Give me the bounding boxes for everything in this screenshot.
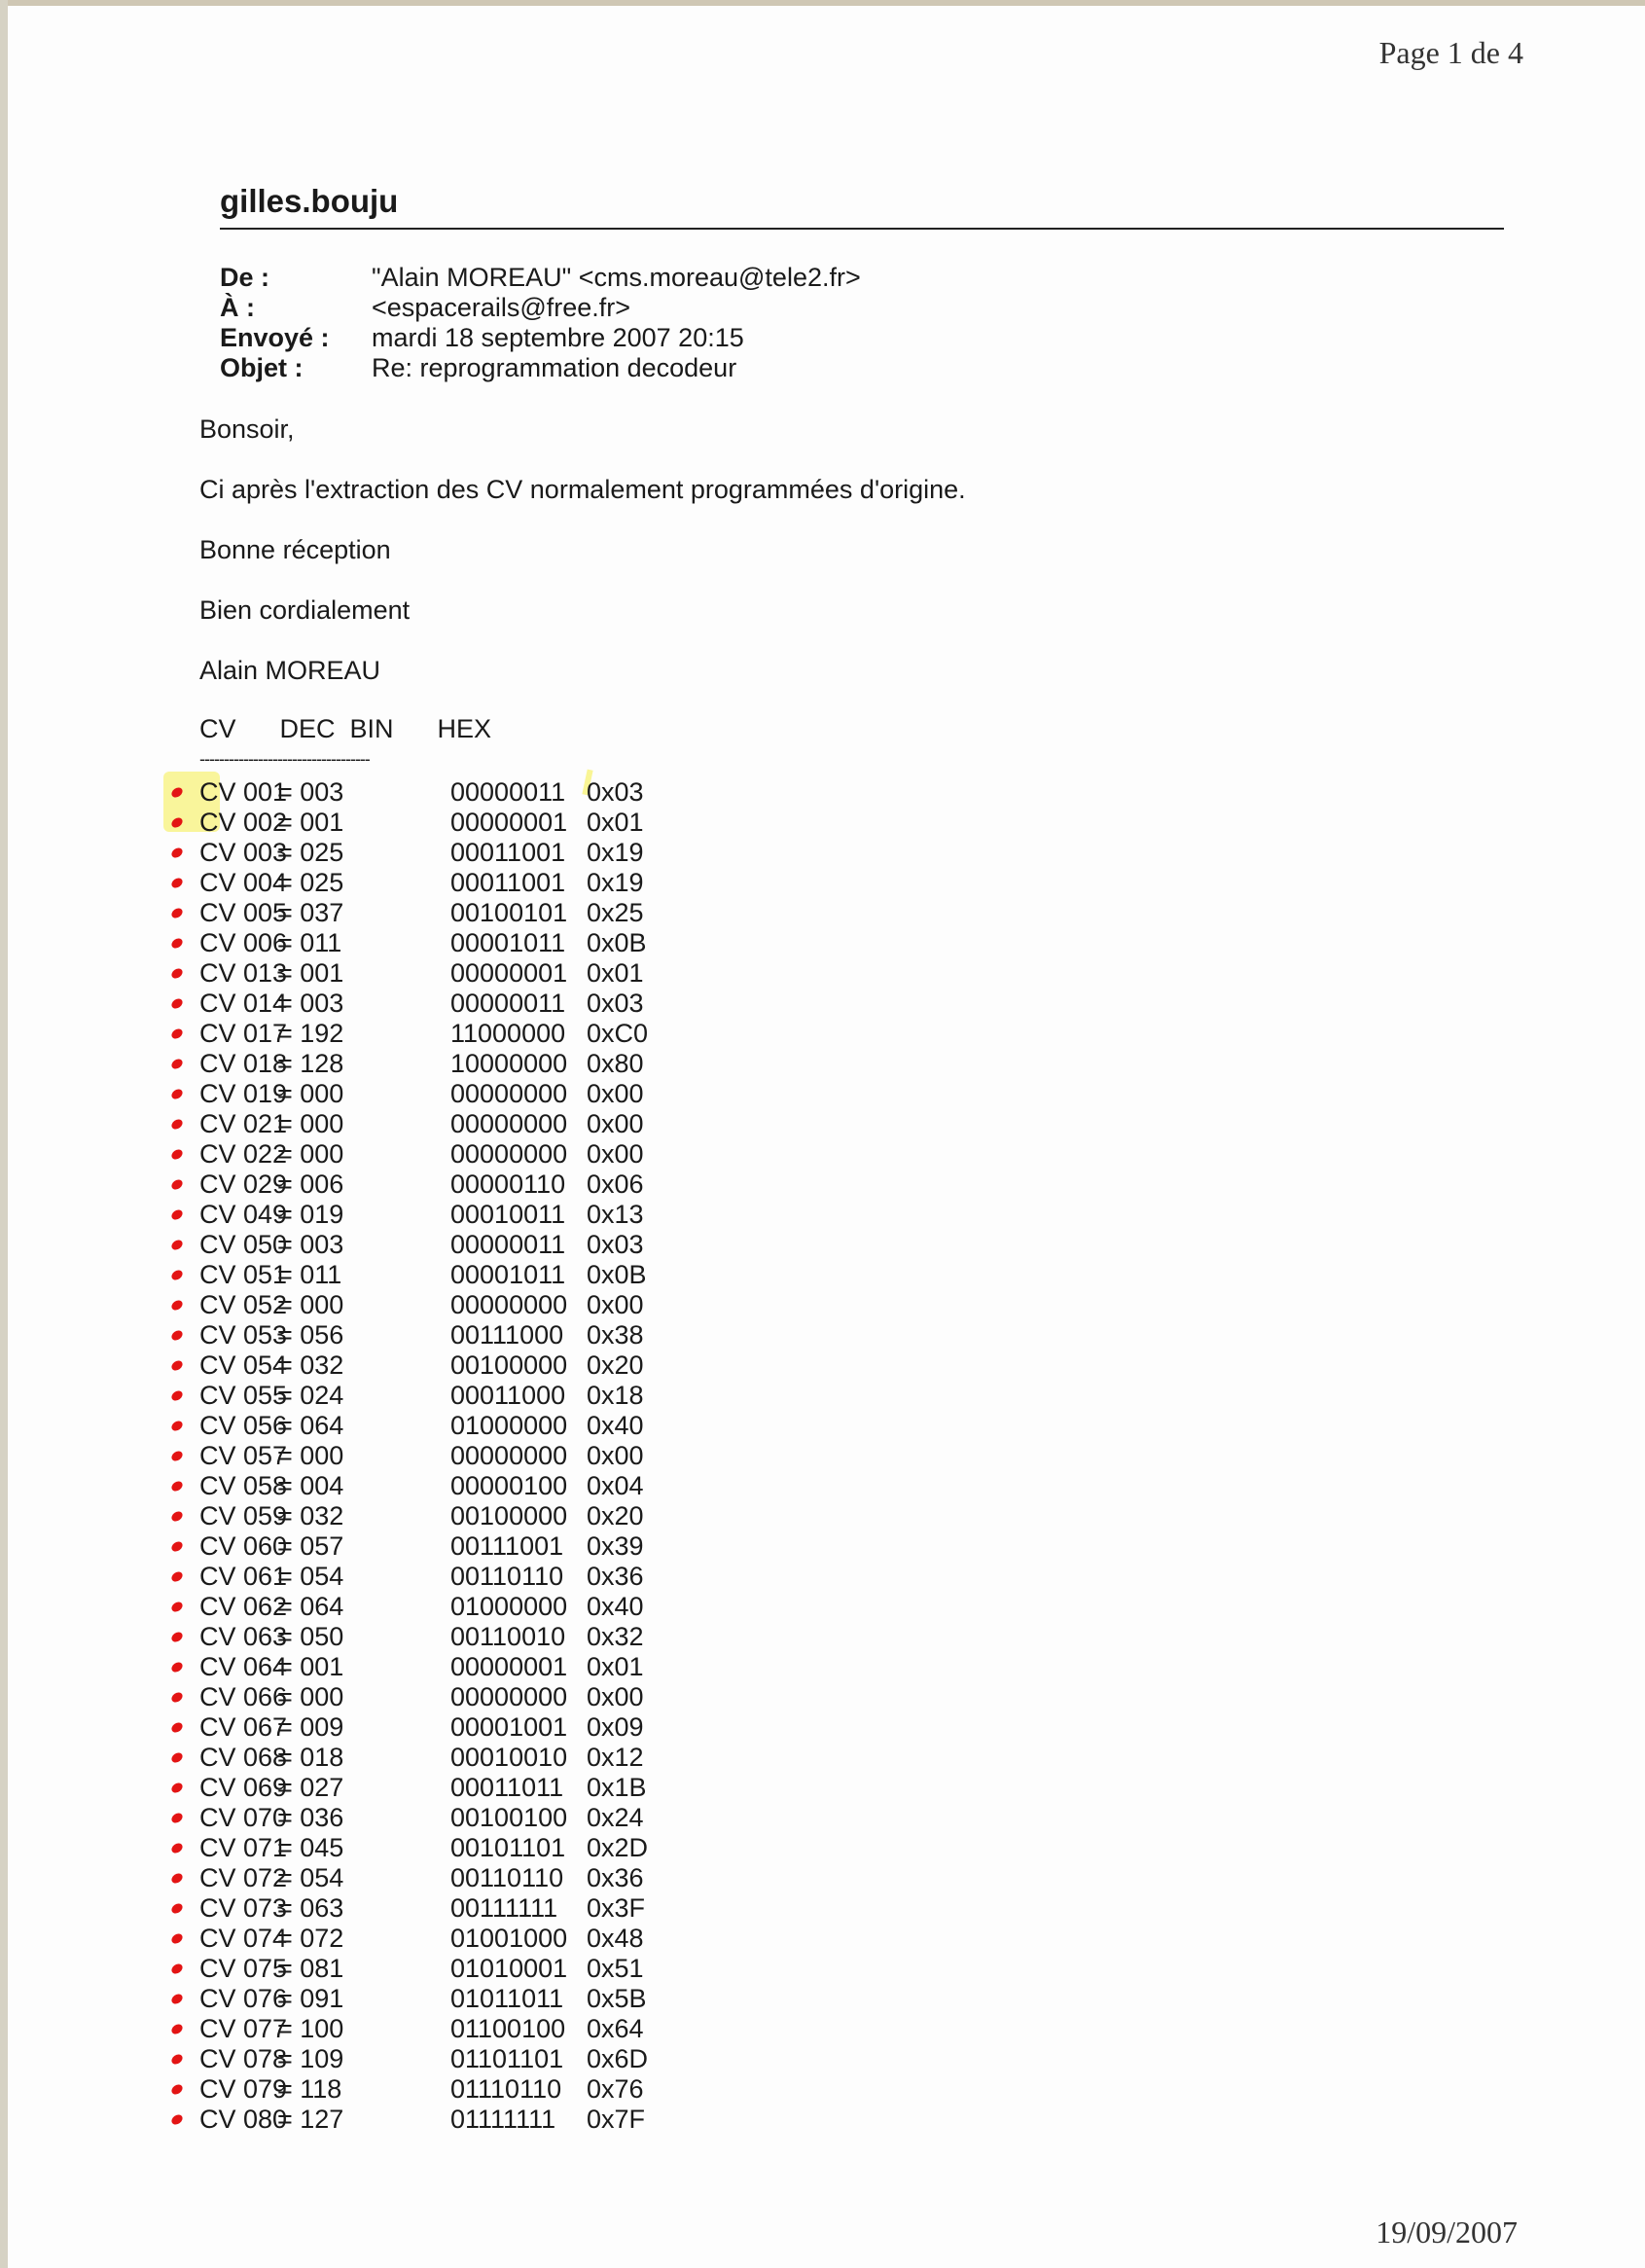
page-number: Page 1 de 4	[1378, 35, 1523, 70]
cv-name: CV 078	[199, 2044, 288, 2073]
email-headers	[220, 263, 861, 383]
table-row	[199, 898, 664, 928]
cv-name: CV 017	[199, 1019, 288, 1048]
cv-name: CV 076	[199, 1984, 288, 2013]
cv-hex: 0x03	[587, 1230, 644, 1259]
table-row	[199, 1984, 664, 2014]
cv-hex: 0x20	[587, 1350, 644, 1380]
header-to-value: <espacerails@free.fr>	[372, 293, 631, 322]
cv-table-header: CV DEC BIN HEX	[199, 714, 492, 743]
table-row	[199, 1501, 664, 1531]
cv-name: CV 057	[199, 1441, 288, 1470]
cv-dec: = 057	[277, 1531, 344, 1561]
cv-hex: 0x01	[587, 958, 644, 988]
table-row	[199, 1019, 664, 1049]
body-intro: Ci après l'extraction des CV normalement programmées d'origine.	[199, 475, 966, 504]
cv-bin: 01010001	[450, 1954, 568, 1983]
table-row	[199, 1652, 664, 1682]
cv-bin: 00000001	[450, 958, 568, 988]
cv-dec: = 000	[277, 1682, 344, 1711]
cv-dec: = 032	[277, 1501, 344, 1530]
table-row	[199, 1170, 664, 1200]
cv-bin: 00000000	[450, 1441, 568, 1470]
cv-bin: 00110110	[450, 1562, 564, 1591]
cv-bin: 01011011	[450, 1984, 564, 2013]
red-check-mark	[170, 1630, 185, 1643]
cv-name: CV 073	[199, 1893, 288, 1923]
cv-name: CV 014	[199, 989, 288, 1018]
cv-bin: 00100000	[450, 1350, 568, 1380]
cv-dec: = 127	[277, 2105, 344, 2134]
cv-name: CV 058	[199, 1471, 288, 1500]
header-subject	[220, 353, 861, 383]
cv-bin: 00110110	[450, 1863, 564, 1892]
cv-dec: = 037	[277, 898, 344, 927]
table-row	[199, 1893, 664, 1924]
red-check-mark	[170, 1328, 185, 1342]
table-row	[199, 1109, 664, 1139]
cv-dec: = 001	[277, 1652, 344, 1681]
cv-bin: 00100101	[450, 898, 568, 927]
cv-dec: = 001	[277, 958, 344, 988]
table-row	[199, 1954, 664, 1984]
cv-hex: 0x00	[587, 1441, 644, 1470]
cv-name: CV 050	[199, 1230, 288, 1259]
cv-hex: 0x00	[587, 1682, 644, 1711]
cv-name: CV 068	[199, 1743, 288, 1772]
cv-hex: 0x24	[587, 1803, 644, 1832]
cv-bin: 00101101	[450, 1833, 566, 1862]
cv-dec: = 072	[277, 1924, 344, 1953]
red-check-mark	[170, 1750, 185, 1764]
cv-bin: 00111001	[450, 1531, 564, 1561]
cv-dec: = 027	[277, 1773, 344, 1802]
cv-name: CV 003	[199, 838, 288, 867]
cv-dec: = 054	[277, 1863, 344, 1892]
cv-dec: = 018	[277, 1743, 344, 1772]
cv-name: CV 052	[199, 1290, 288, 1319]
table-row	[199, 1924, 664, 1954]
table-row	[199, 1803, 664, 1833]
red-check-mark	[170, 1720, 185, 1734]
cv-hex: 0x48	[587, 1924, 644, 1953]
cv-hex: 0x2D	[587, 1833, 649, 1862]
cv-table-rows	[199, 777, 664, 2135]
red-check-mark	[170, 936, 185, 950]
cv-dec: = 024	[277, 1381, 344, 1410]
cv-dec: = 056	[277, 1320, 344, 1350]
red-check-mark	[170, 996, 185, 1010]
cv-bin: 01000000	[450, 1411, 568, 1440]
sender-label: gilles.bouju	[220, 183, 399, 219]
red-check-mark	[170, 966, 185, 980]
cv-hex: 0x19	[587, 838, 644, 867]
cv-name: CV 051	[199, 1260, 288, 1289]
red-check-mark	[170, 1781, 185, 1794]
header-rule	[220, 228, 1504, 230]
cv-name: CV 080	[199, 2105, 288, 2134]
red-check-mark	[170, 1690, 185, 1704]
header-sent-key: Envoyé :	[220, 323, 330, 352]
cv-bin: 01000000	[450, 1592, 568, 1621]
table-row	[199, 1079, 664, 1109]
cv-hex: 0x36	[587, 1562, 644, 1591]
body-greeting: Bonsoir,	[199, 414, 295, 444]
cv-dec: = 000	[277, 1441, 344, 1470]
table-row	[199, 1682, 664, 1712]
red-check-mark	[170, 1871, 185, 1885]
table-row	[199, 1592, 664, 1622]
table-row	[199, 958, 664, 989]
header-subject-key: Objet :	[220, 353, 304, 382]
cv-dec: = 025	[277, 838, 344, 867]
table-row	[199, 1200, 664, 1230]
cv-bin: 01001000	[450, 1924, 568, 1953]
cv-name: CV 019	[199, 1079, 288, 1108]
table-row	[199, 868, 664, 898]
cv-bin: 00001001	[450, 1712, 568, 1742]
cv-hex: 0x6D	[587, 2044, 649, 2073]
cv-hex: 0x38	[587, 1320, 644, 1350]
cv-hex: 0x39	[587, 1531, 644, 1561]
red-check-mark	[170, 2022, 185, 2035]
cv-hex: 0x5B	[587, 1984, 647, 2013]
cv-name: CV 077	[199, 2014, 288, 2043]
table-row	[199, 2074, 664, 2105]
cv-dec: = 032	[277, 1350, 344, 1380]
header-subject-value: Re: reprogrammation decodeur	[372, 353, 737, 382]
header-from-key: De :	[220, 263, 270, 292]
cv-bin: 00111111	[450, 1893, 558, 1923]
table-row	[199, 1381, 664, 1411]
cv-bin: 00000000	[450, 1682, 568, 1711]
table-row	[199, 928, 664, 958]
cv-name: CV 063	[199, 1622, 288, 1651]
cv-dec: = 054	[277, 1562, 344, 1591]
cv-name: CV 061	[199, 1562, 288, 1591]
cv-name: CV 004	[199, 868, 288, 897]
table-row	[199, 2105, 664, 2135]
body-closing: Bien cordialement	[199, 595, 411, 625]
cv-name: CV 071	[199, 1833, 288, 1862]
red-check-mark	[170, 1207, 185, 1221]
table-row	[199, 1471, 664, 1501]
cv-hex: 0x03	[587, 777, 644, 807]
body-reception: Bonne réception	[199, 535, 391, 564]
footer-date: 19/09/2007	[1376, 2214, 1518, 2250]
cv-hex: 0x00	[587, 1079, 644, 1108]
cv-name: CV 001	[199, 777, 288, 807]
cv-hex: 0x40	[587, 1411, 644, 1440]
red-check-mark	[170, 1841, 185, 1854]
cv-name: CV 079	[199, 2074, 288, 2104]
red-check-mark	[170, 1600, 185, 1613]
header-from	[220, 263, 861, 293]
cv-dec: = 081	[277, 1954, 344, 1983]
red-check-mark	[170, 1177, 185, 1191]
cv-hex: 0x13	[587, 1200, 644, 1229]
table-row	[199, 777, 664, 808]
cv-dec: = 045	[277, 1833, 344, 1862]
table-row	[199, 1562, 664, 1592]
cv-hex: 0x7F	[587, 2105, 646, 2134]
cv-bin: 01110110	[450, 2074, 562, 2104]
cv-hex: 0x3F	[587, 1893, 646, 1923]
cv-hex: 0x12	[587, 1743, 644, 1772]
red-check-mark	[170, 1298, 185, 1312]
red-check-mark	[170, 1026, 185, 1040]
cv-name: CV 006	[199, 928, 288, 957]
cv-dec: = 001	[277, 808, 344, 837]
cv-dec: = 006	[277, 1170, 344, 1199]
table-row	[199, 1260, 664, 1290]
red-check-mark	[170, 1992, 185, 2005]
cv-hex: 0x04	[587, 1471, 644, 1500]
cv-dec: = 118	[277, 2074, 342, 2104]
cv-bin: 00111000	[450, 1320, 564, 1350]
cv-bin: 00010010	[450, 1743, 568, 1772]
red-check-mark	[170, 1388, 185, 1402]
cv-hex: 0x80	[587, 1049, 644, 1078]
red-check-mark	[170, 1509, 185, 1523]
cv-bin: 00000100	[450, 1471, 568, 1500]
cv-name: CV 029	[199, 1170, 288, 1199]
table-row	[199, 1441, 664, 1471]
cv-name: CV 064	[199, 1652, 288, 1681]
cv-hex: 0x64	[587, 2014, 644, 2043]
cv-bin: 00000001	[450, 1652, 568, 1681]
cv-hex: 0x19	[587, 868, 644, 897]
cv-name: CV 013	[199, 958, 288, 988]
table-row	[199, 1622, 664, 1652]
cv-hex: 0x00	[587, 1109, 644, 1138]
cv-bin: 00000011	[450, 1230, 566, 1259]
cv-bin: 00011001	[450, 838, 566, 867]
scan-top-edge	[0, 0, 1645, 6]
header-to-key: À :	[220, 293, 255, 322]
cv-name: CV 060	[199, 1531, 288, 1561]
cv-dec: = 019	[277, 1200, 344, 1229]
red-check-mark	[170, 1419, 185, 1432]
cv-hex: 0x1B	[587, 1773, 647, 1802]
cv-bin: 00011011	[450, 1773, 564, 1802]
red-check-mark	[170, 1931, 185, 1945]
cv-name: CV 056	[199, 1411, 288, 1440]
header-to	[220, 293, 861, 323]
cv-dec: = 003	[277, 1230, 344, 1259]
cv-bin: 01100100	[450, 2014, 566, 2043]
cv-hex: 0x25	[587, 898, 644, 927]
red-check-mark	[170, 1117, 185, 1131]
scan-left-edge	[0, 0, 8, 2268]
cv-name: CV 018	[199, 1049, 288, 1078]
red-check-mark	[170, 1811, 185, 1824]
cv-hex: 0x01	[587, 808, 644, 837]
red-check-mark	[170, 1479, 185, 1493]
cv-dec: = 004	[277, 1471, 344, 1500]
cv-bin: 00000000	[450, 1079, 568, 1108]
cv-bin: 00000000	[450, 1290, 568, 1319]
cv-bin: 01101101	[450, 2044, 564, 2073]
red-check-mark	[170, 1057, 185, 1070]
table-row	[199, 1230, 664, 1260]
cv-name: CV 021	[199, 1109, 288, 1138]
cv-name: CV 075	[199, 1954, 288, 1983]
cv-bin: 00011001	[450, 868, 566, 897]
table-row	[199, 1350, 664, 1381]
red-check-mark	[170, 1962, 185, 1975]
cv-bin: 01111111	[450, 2105, 556, 2134]
cv-bin: 00000011	[450, 989, 566, 1018]
cv-hex: 0x03	[587, 989, 644, 1018]
cv-dec: = 025	[277, 868, 344, 897]
table-row	[199, 838, 664, 868]
red-check-mark	[170, 1147, 185, 1161]
header-from-value: "Alain MOREAU" <cms.moreau@tele2.fr>	[372, 263, 861, 292]
table-row	[199, 1290, 664, 1320]
cv-bin: 00000110	[450, 1170, 566, 1199]
cv-bin: 00100100	[450, 1803, 568, 1832]
cv-bin: 00100000	[450, 1501, 568, 1530]
cv-hex: 0x01	[587, 1652, 644, 1681]
cv-dec: = 128	[277, 1049, 344, 1078]
red-check-mark	[170, 1901, 185, 1915]
cv-dec: = 036	[277, 1803, 344, 1832]
header-sent-value: mardi 18 septembre 2007 20:15	[372, 323, 744, 352]
cv-name: CV 053	[199, 1320, 288, 1350]
cv-dec: = 050	[277, 1622, 344, 1651]
cv-dec: = 100	[277, 2014, 344, 2043]
cv-dec: = 091	[277, 1984, 344, 2013]
table-row	[199, 1863, 664, 1893]
cv-dec: = 064	[277, 1592, 344, 1621]
cv-dec: = 003	[277, 989, 344, 1018]
body-signature: Alain MOREAU	[199, 656, 381, 685]
cv-name: CV 062	[199, 1592, 288, 1621]
table-row	[199, 1049, 664, 1079]
cv-dec: = 192	[277, 1019, 344, 1048]
table-row	[199, 1773, 664, 1803]
red-check-mark	[170, 846, 185, 859]
cv-hex: 0x09	[587, 1712, 644, 1742]
table-row	[199, 1411, 664, 1441]
cv-dec: = 011	[277, 928, 342, 957]
cv-hex: 0x00	[587, 1139, 644, 1169]
cv-dec: = 063	[277, 1893, 344, 1923]
red-check-mark	[170, 1449, 185, 1462]
table-row	[199, 1712, 664, 1743]
cv-hex: 0x36	[587, 1863, 644, 1892]
cv-name: CV 070	[199, 1803, 288, 1832]
cv-bin: 00000000	[450, 1139, 568, 1169]
cv-name: CV 069	[199, 1773, 288, 1802]
red-check-mark	[170, 1539, 185, 1553]
table-row	[199, 1531, 664, 1562]
table-row	[199, 2044, 664, 2074]
cv-hex: 0x0B	[587, 1260, 647, 1289]
red-check-mark	[170, 1087, 185, 1100]
cv-name: CV 072	[199, 1863, 288, 1892]
cv-dec: = 000	[277, 1290, 344, 1319]
table-row	[199, 2014, 664, 2044]
cv-hex: 0x76	[587, 2074, 644, 2104]
red-check-mark	[170, 1358, 185, 1372]
table-row	[199, 1320, 664, 1350]
cv-name: CV 002	[199, 808, 288, 837]
cv-bin: 00010011	[450, 1200, 566, 1229]
cv-bin: 00000000	[450, 1109, 568, 1138]
cv-name: CV 005	[199, 898, 288, 927]
cv-dec: = 003	[277, 777, 344, 807]
cv-name: CV 067	[199, 1712, 288, 1742]
red-check-mark	[170, 1569, 185, 1583]
cv-name: CV 055	[199, 1381, 288, 1410]
cv-hex: 0x06	[587, 1170, 644, 1199]
table-row	[199, 808, 664, 838]
cv-bin: 00001011	[450, 928, 566, 957]
cv-name: CV 022	[199, 1139, 288, 1169]
cv-name: CV 049	[199, 1200, 288, 1229]
red-check-mark	[170, 1238, 185, 1251]
cv-bin: 00011000	[450, 1381, 566, 1410]
cv-dec: = 109	[277, 2044, 344, 2073]
cv-dec: = 009	[277, 1712, 344, 1742]
cv-name: CV 066	[199, 1682, 288, 1711]
cv-hex: 0x40	[587, 1592, 644, 1621]
cv-name: CV 054	[199, 1350, 288, 1380]
table-row	[199, 1743, 664, 1773]
cv-dec: = 011	[277, 1260, 342, 1289]
cv-name: CV 059	[199, 1501, 288, 1530]
cv-bin: 00001011	[450, 1260, 566, 1289]
cv-hex: 0x00	[587, 1290, 644, 1319]
cv-bin: 00110010	[450, 1622, 566, 1651]
cv-bin: 11000000	[450, 1019, 566, 1048]
header-sent	[220, 323, 861, 353]
cv-hex: 0xC0	[587, 1019, 649, 1048]
red-check-mark	[170, 1268, 185, 1281]
cv-hex: 0x20	[587, 1501, 644, 1530]
cv-hex: 0x18	[587, 1381, 644, 1410]
cv-bin: 00000011	[450, 777, 566, 807]
cv-hex: 0x51	[587, 1954, 644, 1983]
cv-dec: = 064	[277, 1411, 344, 1440]
cv-dec: = 000	[277, 1079, 344, 1108]
cv-hex: 0x32	[587, 1622, 644, 1651]
red-check-mark	[170, 906, 185, 919]
red-check-mark	[170, 876, 185, 889]
red-check-mark	[170, 2082, 185, 2096]
cv-dec: = 000	[277, 1109, 344, 1138]
cv-name: CV 074	[199, 1924, 288, 1953]
table-row	[199, 1833, 664, 1863]
red-check-mark	[170, 2052, 185, 2066]
cv-bin: 00000001	[450, 808, 568, 837]
red-check-mark	[170, 2112, 185, 2126]
cv-dec: = 000	[277, 1139, 344, 1169]
cv-table-separator: -----------------------------------	[199, 749, 370, 769]
table-row	[199, 1139, 664, 1170]
cv-bin: 10000000	[450, 1049, 568, 1078]
table-row	[199, 989, 664, 1019]
red-check-mark	[170, 1660, 185, 1674]
cv-hex: 0x0B	[587, 928, 647, 957]
